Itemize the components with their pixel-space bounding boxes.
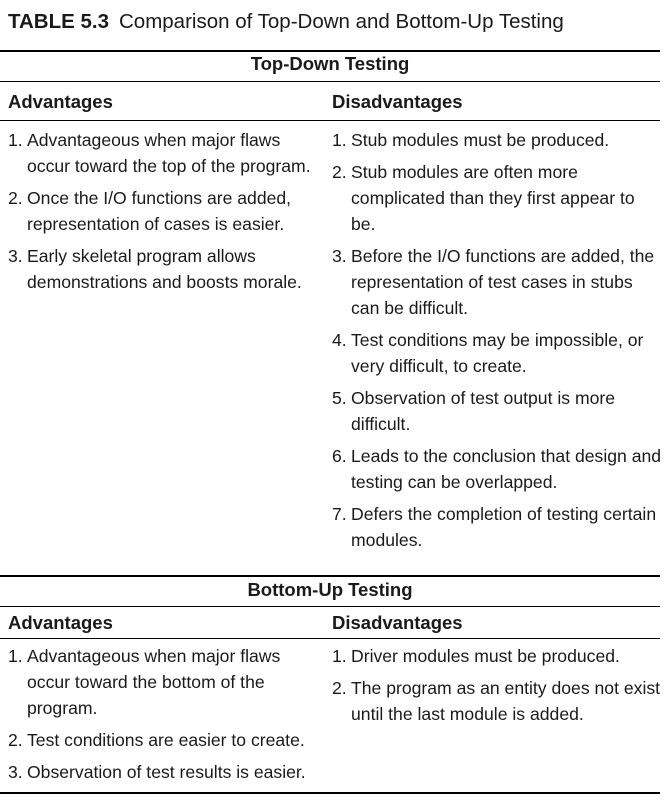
table-caption [8,10,564,34]
list-item: 1. Stub modules must be produced. [332,130,610,150]
list-item: 1. Advantageous when major flaws occur toward the top of the program. [8,130,311,176]
list-item: 2. The program as an entity does not exist until the last module is added. [332,678,661,724]
list-item: 4. Test conditions may be impossible, or very difficult, to create. [332,330,644,376]
top-down-disadvantages-list [332,127,662,559]
section-divider-rule [0,575,660,577]
bottom-up-advantages-list [8,643,313,791]
header-rule [0,638,660,639]
list-item: 7. Defers the completion of testing certain modules. [332,504,657,550]
list-item: 3. Observation of test results is easier. [8,762,306,782]
list-item: 1. Advantageous when major flaws occur toward the bottom of the program. [8,646,281,718]
top-down-advantages-list [8,127,313,301]
section-title-rule [0,81,660,82]
list-item: 3. Before the I/O functions are added, the representation of test cases in stubs can be difficult. [332,246,655,318]
bottom-rule [0,792,660,794]
list-item: 2. Test conditions are easier to create. [8,730,305,750]
disadvantages-heading: Disadvantages [332,91,463,112]
list-item: 3. Early skeletal program allows demonstrations and boosts morale. [8,246,302,292]
table-title: Comparison of Top-Down and Bottom-Up Testing [119,10,564,33]
advantages-heading: Advantages [8,612,113,633]
list-item: 2. Once the I/O functions are added, representation of cases is easier. [8,188,292,234]
disadvantages-heading: Disadvantages [332,612,463,633]
advantages-heading: Advantages [8,91,113,112]
section-title-bottom-up: Bottom-Up Testing [247,579,413,600]
list-item: 5. Observation of test output is more difficult. [332,388,616,434]
section-title-top-down: Top-Down Testing [250,53,410,74]
list-item: 2. Stub modules are often more complicated than they first appear to be. [332,162,635,234]
top-rule [0,50,660,52]
list-item: 6. Leads to the conclusion that design and testing can be overlapped. [332,446,662,492]
bottom-up-disadvantages-list [332,643,662,733]
header-rule [0,120,660,121]
section-title-rule [0,606,660,607]
table-number: TABLE 5.3 [8,10,109,33]
list-item: 1. Driver modules must be produced. [332,646,620,666]
